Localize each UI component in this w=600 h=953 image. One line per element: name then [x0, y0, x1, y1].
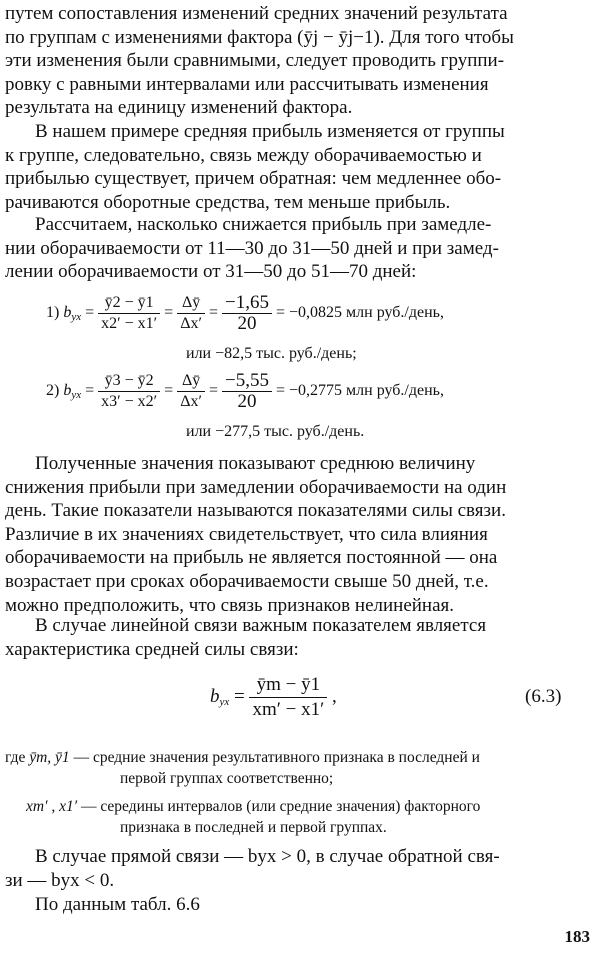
definition-1 — [5, 747, 480, 768]
coefficient-symbol: b — [63, 304, 72, 322]
equation-number: (6.3) — [525, 686, 562, 707]
text-line: по группам с изменениями фактора (ȳj − ȳj−1). Для того чтобы — [5, 26, 514, 48]
text-line: Различие в их значениях свидетельствует, что сила влияния — [5, 523, 488, 545]
text-line: можно предположить, что связь признаков нелинейная. — [5, 594, 455, 616]
fraction-means — [98, 293, 160, 334]
paragraph-4 — [5, 452, 587, 617]
text-line: путем сопоставления изменений средних значений результата — [5, 3, 508, 24]
paragraph-6 — [5, 845, 587, 892]
fraction-denominator: Δx′ — [180, 393, 202, 410]
paragraph-7 — [5, 893, 587, 917]
fraction-numerator: −5,55 — [222, 371, 272, 392]
equation-1: 1) $b_{yx}$ = $\frac{ȳ2 - ȳ1}{x2' - x1'}$ = $\frac{\Delta ȳ}{\Delta x'}$ = $\frac{-1,65}{20}$ = −0,0825 млн руб./день, — [46, 292, 444, 334]
text-line: лении оборачиваемости от 31—50 до 51—70 дней: — [5, 261, 417, 283]
definition-1-cont: первой группах соответственно; — [120, 770, 334, 787]
paragraph-2 — [5, 120, 587, 214]
text-line: нии оборачиваемости от 11—30 до 31—50 дней и при замед- — [5, 237, 499, 259]
text-line: В нашем примере средняя прибыль изменяется от группы — [35, 121, 505, 142]
definition-2-cont: признака в последней и первой группах. — [120, 819, 387, 836]
equation-label: 1) — [46, 304, 60, 322]
coefficient-subscript: yx — [71, 389, 82, 402]
fraction-denominator: 20 — [237, 313, 257, 334]
equation-comma: , — [332, 685, 337, 707]
paragraph-1 — [5, 2, 587, 120]
fraction-deltas — [177, 371, 205, 412]
text-line: прибылью существует, причем обратная: чем медленнее обо- — [5, 168, 502, 190]
equation-1-alt: или −82,5 тыс. руб./день; — [186, 345, 357, 362]
equation-6-3: $b_{yx}$ = $\frac{ȳm - ȳ1}{xm' - x1'}$ , — [210, 674, 337, 720]
text-line: Рассчитаем, насколько снижается прибыль при замедле- — [35, 214, 492, 235]
fraction-denominator: xm′ − x1′ — [252, 699, 325, 720]
text-line: характеристика средней силы связи: — [5, 638, 299, 660]
definition-dash: — — [80, 798, 97, 815]
text-line: В случае линейной связи важным показателем является — [35, 615, 487, 636]
text-line: В случае прямой связи — byx > 0, в случае обратной свя- — [35, 846, 500, 867]
equation-2-alt: или −277,5 тыс. руб./день. — [186, 423, 365, 440]
fraction-deltas — [177, 293, 205, 334]
fraction-values — [222, 293, 272, 334]
fraction-average-strength — [249, 673, 327, 722]
where-word: где — [5, 749, 26, 766]
fraction-numerator: Δȳ — [177, 371, 205, 392]
text-line: оборачиваемости на прибыль не является постоянной — она — [5, 547, 498, 569]
definition-dash: — — [73, 749, 90, 766]
coefficient-subscript: yx — [219, 695, 230, 708]
coefficient-subscript: yx — [71, 311, 82, 324]
fraction-values — [222, 371, 272, 412]
text-line: эти изменения были сравнимыми, следует проводить группи- — [5, 50, 505, 72]
definition-text: средние значения результативного признака в последней и — [92, 749, 480, 766]
fraction-numerator: ȳ3 − ȳ2 — [98, 371, 160, 392]
text-line: рачиваются оборотные средства, тем меньше прибыль. — [5, 191, 451, 213]
coefficient-symbol: b — [210, 685, 220, 707]
text-line: По данным табл. 6.6 — [35, 894, 200, 915]
definition-symbol: ȳm, ȳ1 — [29, 749, 70, 766]
page-number: 183 — [564, 927, 590, 946]
fraction-numerator: ȳm − ȳ1 — [249, 673, 327, 698]
text-line: ровку с равными интервалами или рассчитывать изменения — [5, 73, 489, 95]
text-line: к группе, следовательно, связь между оборачиваемостью и — [5, 144, 482, 166]
fraction-denominator: Δx′ — [180, 315, 202, 332]
text-line: Полученные значения показывают среднюю величину — [35, 453, 476, 474]
definition-2 — [26, 796, 480, 817]
equation-result: = −0,0825 млн руб./день, — [275, 304, 444, 322]
fraction-denominator: x3′ − x2′ — [101, 393, 158, 410]
fraction-numerator: ȳ2 − ȳ1 — [98, 293, 160, 314]
text-line: снижения прибыли при замедлении оборачиваемости на один — [5, 476, 507, 498]
definition-symbol: xm′ , x1′ — [26, 798, 78, 815]
equation-result: = −0,2775 млн руб./день, — [275, 382, 444, 400]
text-line: результата на единицу изменений фактора. — [5, 97, 353, 119]
definition-text: середины интервалов (или средние значения) факторного — [100, 798, 481, 815]
text-line: зи — byx < 0. — [5, 869, 115, 891]
equation-label: 2) — [46, 382, 60, 400]
fraction-numerator: −1,65 — [222, 293, 272, 314]
coefficient-symbol: b — [63, 382, 72, 400]
paragraph-3 — [5, 213, 587, 284]
fraction-denominator: x2′ − x1′ — [101, 315, 158, 332]
equation-2: 2) $b_{yx}$ = $\frac{ȳ3 - ȳ2}{x3' - x2'}$ = $\frac{\Delta ȳ}{\Delta x'}$ = $\frac{-5,55}{20}$ = −0,2775 млн руб./день, — [46, 370, 444, 412]
text-line: день. Такие показатели называются показателями силы связи. — [5, 500, 506, 522]
fraction-means — [98, 371, 160, 412]
paragraph-5 — [5, 614, 587, 661]
fraction-denominator: 20 — [237, 391, 257, 412]
fraction-numerator: Δȳ — [177, 293, 205, 314]
text-line: возрастает при сроках оборачиваемости свыше 50 дней, т.е. — [5, 570, 489, 592]
